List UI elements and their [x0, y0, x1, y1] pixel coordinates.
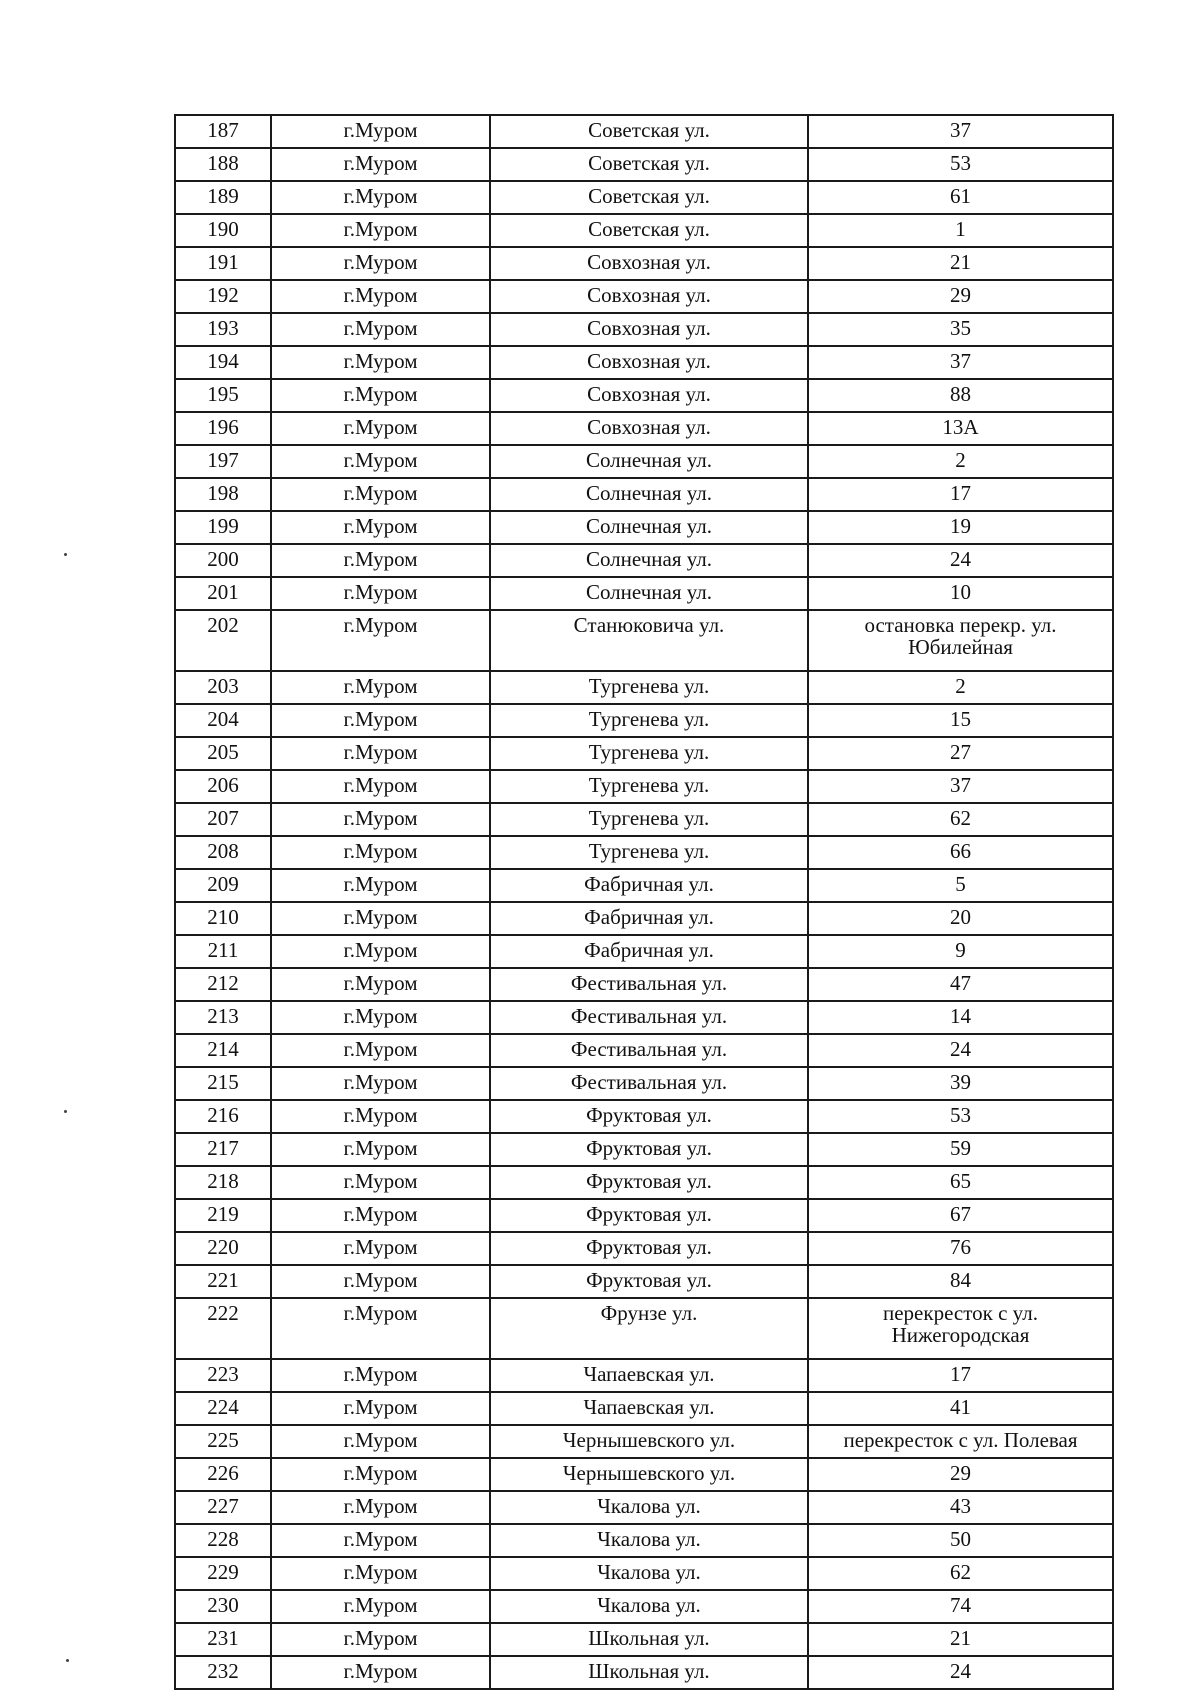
city-cell: г.Муром — [271, 412, 490, 445]
city-cell: г.Муром — [271, 1001, 490, 1034]
scan-speck — [64, 553, 67, 556]
table-row — [175, 1491, 1113, 1524]
street-cell: Совхозная ул. — [490, 379, 808, 412]
street-cell: Фруктовая ул. — [490, 1265, 808, 1298]
table-row — [175, 1557, 1113, 1590]
street-cell: Станюковича ул. — [490, 610, 808, 671]
city-cell: г.Муром — [271, 1199, 490, 1232]
city-cell: г.Муром — [271, 1100, 490, 1133]
city-cell: г.Муром — [271, 1067, 490, 1100]
table-row — [175, 1458, 1113, 1491]
table-row — [175, 935, 1113, 968]
street-cell: Тургенева ул. — [490, 770, 808, 803]
row-number-cell: 192 — [175, 280, 271, 313]
row-number-cell: 203 — [175, 671, 271, 704]
row-number-cell: 225 — [175, 1425, 271, 1458]
city-cell: г.Муром — [271, 247, 490, 280]
house-cell: 50 — [808, 1524, 1113, 1557]
street-cell: Чапаевская ул. — [490, 1392, 808, 1425]
house-cell: 2 — [808, 445, 1113, 478]
table-row — [175, 379, 1113, 412]
table-row — [175, 1298, 1113, 1359]
house-cell: 47 — [808, 968, 1113, 1001]
street-cell: Тургенева ул. — [490, 704, 808, 737]
table-row — [175, 1265, 1113, 1298]
table-row — [175, 511, 1113, 544]
city-cell: г.Муром — [271, 1265, 490, 1298]
street-cell: Фестивальная ул. — [490, 1067, 808, 1100]
row-number-cell: 210 — [175, 902, 271, 935]
street-cell: Чернышевского ул. — [490, 1458, 808, 1491]
house-cell: 24 — [808, 1034, 1113, 1067]
city-cell: г.Муром — [271, 1557, 490, 1590]
street-cell: Совхозная ул. — [490, 280, 808, 313]
street-cell: Школьная ул. — [490, 1623, 808, 1656]
table-row — [175, 1656, 1113, 1689]
house-cell: 5 — [808, 869, 1113, 902]
row-number-cell: 188 — [175, 148, 271, 181]
street-cell: Тургенева ул. — [490, 671, 808, 704]
house-cell: остановка перекр. ул. Юбилейная — [808, 610, 1113, 671]
city-cell: г.Муром — [271, 1590, 490, 1623]
row-number-cell: 212 — [175, 968, 271, 1001]
city-cell: г.Муром — [271, 836, 490, 869]
city-cell: г.Муром — [271, 1133, 490, 1166]
row-number-cell: 193 — [175, 313, 271, 346]
row-number-cell: 187 — [175, 115, 271, 148]
row-number-cell: 202 — [175, 610, 271, 671]
street-cell: Солнечная ул. — [490, 544, 808, 577]
row-number-cell: 211 — [175, 935, 271, 968]
house-cell: 17 — [808, 1359, 1113, 1392]
city-cell: г.Муром — [271, 478, 490, 511]
table-row — [175, 1199, 1113, 1232]
table-row — [175, 412, 1113, 445]
city-cell: г.Муром — [271, 313, 490, 346]
house-cell: 29 — [808, 280, 1113, 313]
city-cell: г.Муром — [271, 1524, 490, 1557]
house-cell: 29 — [808, 1458, 1113, 1491]
street-cell: Солнечная ул. — [490, 511, 808, 544]
house-cell: 39 — [808, 1067, 1113, 1100]
city-cell: г.Муром — [271, 1425, 490, 1458]
row-number-cell: 217 — [175, 1133, 271, 1166]
table-row — [175, 346, 1113, 379]
house-cell: 24 — [808, 544, 1113, 577]
row-number-cell: 232 — [175, 1656, 271, 1689]
house-cell: 74 — [808, 1590, 1113, 1623]
house-cell: 67 — [808, 1199, 1113, 1232]
row-number-cell: 208 — [175, 836, 271, 869]
row-number-cell: 221 — [175, 1265, 271, 1298]
row-number-cell: 229 — [175, 1557, 271, 1590]
street-cell: Совхозная ул. — [490, 346, 808, 379]
city-cell: г.Муром — [271, 1392, 490, 1425]
city-cell: г.Муром — [271, 803, 490, 836]
street-cell: Фестивальная ул. — [490, 1034, 808, 1067]
house-cell: 84 — [808, 1265, 1113, 1298]
house-cell: 35 — [808, 313, 1113, 346]
street-cell: Солнечная ул. — [490, 478, 808, 511]
house-cell: 65 — [808, 1166, 1113, 1199]
table-row — [175, 671, 1113, 704]
row-number-cell: 190 — [175, 214, 271, 247]
street-cell: Фестивальная ул. — [490, 968, 808, 1001]
house-cell: 24 — [808, 1656, 1113, 1689]
city-cell: г.Муром — [271, 577, 490, 610]
street-cell: Фабричная ул. — [490, 902, 808, 935]
street-cell: Тургенева ул. — [490, 836, 808, 869]
row-number-cell: 204 — [175, 704, 271, 737]
city-cell: г.Муром — [271, 1623, 490, 1656]
table-row — [175, 803, 1113, 836]
scan-speck — [66, 1659, 69, 1662]
house-cell: 62 — [808, 1557, 1113, 1590]
row-number-cell: 220 — [175, 1232, 271, 1265]
house-cell: 61 — [808, 181, 1113, 214]
table-row — [175, 968, 1113, 1001]
table-row — [175, 115, 1113, 148]
city-cell: г.Муром — [271, 115, 490, 148]
house-cell: 15 — [808, 704, 1113, 737]
street-cell: Фруктовая ул. — [490, 1166, 808, 1199]
house-cell: 76 — [808, 1232, 1113, 1265]
city-cell: г.Муром — [271, 511, 490, 544]
city-cell: г.Муром — [271, 770, 490, 803]
city-cell: г.Муром — [271, 214, 490, 247]
row-number-cell: 198 — [175, 478, 271, 511]
table-row — [175, 1232, 1113, 1265]
city-cell: г.Муром — [271, 346, 490, 379]
table-row — [175, 1524, 1113, 1557]
row-number-cell: 223 — [175, 1359, 271, 1392]
table-row — [175, 313, 1113, 346]
city-cell: г.Муром — [271, 610, 490, 671]
house-cell: 59 — [808, 1133, 1113, 1166]
table-row — [175, 148, 1113, 181]
street-cell: Совхозная ул. — [490, 313, 808, 346]
row-number-cell: 228 — [175, 1524, 271, 1557]
city-cell: г.Муром — [271, 935, 490, 968]
street-cell: Фруктовая ул. — [490, 1232, 808, 1265]
table-row — [175, 1392, 1113, 1425]
house-cell: 14 — [808, 1001, 1113, 1034]
table-row — [175, 280, 1113, 313]
street-cell: Чапаевская ул. — [490, 1359, 808, 1392]
table-row — [175, 869, 1113, 902]
table-row — [175, 544, 1113, 577]
city-cell: г.Муром — [271, 1232, 490, 1265]
house-cell: перекресток с ул. Нижегородская — [808, 1298, 1113, 1359]
city-cell: г.Муром — [271, 1656, 490, 1689]
city-cell: г.Муром — [271, 1491, 490, 1524]
street-cell: Фрунзе ул. — [490, 1298, 808, 1359]
row-number-cell: 206 — [175, 770, 271, 803]
row-number-cell: 201 — [175, 577, 271, 610]
city-cell: г.Муром — [271, 544, 490, 577]
table-row — [175, 1590, 1113, 1623]
street-cell: Совхозная ул. — [490, 412, 808, 445]
table-row — [175, 445, 1113, 478]
street-cell: Солнечная ул. — [490, 445, 808, 478]
row-number-cell: 215 — [175, 1067, 271, 1100]
house-cell: 21 — [808, 1623, 1113, 1656]
city-cell: г.Муром — [271, 1166, 490, 1199]
street-cell: Тургенева ул. — [490, 737, 808, 770]
street-cell: Фруктовая ул. — [490, 1199, 808, 1232]
row-number-cell: 222 — [175, 1298, 271, 1359]
table-row — [175, 1034, 1113, 1067]
city-cell: г.Муром — [271, 280, 490, 313]
row-number-cell: 191 — [175, 247, 271, 280]
street-cell: Советская ул. — [490, 115, 808, 148]
city-cell: г.Муром — [271, 181, 490, 214]
row-number-cell: 196 — [175, 412, 271, 445]
house-cell: 20 — [808, 902, 1113, 935]
table-row — [175, 1623, 1113, 1656]
city-cell: г.Муром — [271, 737, 490, 770]
street-cell: Совхозная ул. — [490, 247, 808, 280]
row-number-cell: 207 — [175, 803, 271, 836]
city-cell: г.Муром — [271, 671, 490, 704]
table-row — [175, 478, 1113, 511]
street-cell: Фабричная ул. — [490, 869, 808, 902]
city-cell: г.Муром — [271, 379, 490, 412]
city-cell: г.Муром — [271, 869, 490, 902]
row-number-cell: 195 — [175, 379, 271, 412]
row-number-cell: 230 — [175, 1590, 271, 1623]
row-number-cell: 199 — [175, 511, 271, 544]
city-cell: г.Муром — [271, 1458, 490, 1491]
street-cell: Тургенева ул. — [490, 803, 808, 836]
address-table — [174, 114, 1114, 1690]
house-cell: 27 — [808, 737, 1113, 770]
table-row — [175, 181, 1113, 214]
house-cell: 37 — [808, 770, 1113, 803]
table-row — [175, 737, 1113, 770]
row-number-cell: 200 — [175, 544, 271, 577]
street-cell: Чкалова ул. — [490, 1590, 808, 1623]
city-cell: г.Муром — [271, 445, 490, 478]
row-number-cell: 227 — [175, 1491, 271, 1524]
row-number-cell: 194 — [175, 346, 271, 379]
street-cell: Советская ул. — [490, 181, 808, 214]
house-cell: перекресток с ул. Полевая — [808, 1425, 1113, 1458]
street-cell: Школьная ул. — [490, 1656, 808, 1689]
row-number-cell: 219 — [175, 1199, 271, 1232]
house-cell: 88 — [808, 379, 1113, 412]
house-cell: 37 — [808, 346, 1113, 379]
house-cell: 41 — [808, 1392, 1113, 1425]
table-row — [175, 1359, 1113, 1392]
table-row — [175, 577, 1113, 610]
table-row — [175, 704, 1113, 737]
row-number-cell: 189 — [175, 181, 271, 214]
street-cell: Чкалова ул. — [490, 1491, 808, 1524]
house-cell: 66 — [808, 836, 1113, 869]
address-table-body — [175, 115, 1113, 1689]
house-cell: 37 — [808, 115, 1113, 148]
city-cell: г.Муром — [271, 1298, 490, 1359]
street-cell: Советская ул. — [490, 148, 808, 181]
row-number-cell: 226 — [175, 1458, 271, 1491]
row-number-cell: 216 — [175, 1100, 271, 1133]
house-cell: 17 — [808, 478, 1113, 511]
house-cell: 9 — [808, 935, 1113, 968]
table-row — [175, 902, 1113, 935]
table-row — [175, 770, 1113, 803]
city-cell: г.Муром — [271, 148, 490, 181]
house-cell: 53 — [808, 1100, 1113, 1133]
table-row — [175, 1100, 1113, 1133]
house-cell: 1 — [808, 214, 1113, 247]
table-row — [175, 836, 1113, 869]
row-number-cell: 197 — [175, 445, 271, 478]
table-row — [175, 1425, 1113, 1458]
house-cell: 21 — [808, 247, 1113, 280]
house-cell: 2 — [808, 671, 1113, 704]
street-cell: Чкалова ул. — [490, 1557, 808, 1590]
city-cell: г.Муром — [271, 1034, 490, 1067]
row-number-cell: 231 — [175, 1623, 271, 1656]
scan-speck — [64, 1110, 67, 1113]
house-cell: 43 — [808, 1491, 1113, 1524]
row-number-cell: 218 — [175, 1166, 271, 1199]
street-cell: Фабричная ул. — [490, 935, 808, 968]
street-cell: Фруктовая ул. — [490, 1133, 808, 1166]
row-number-cell: 224 — [175, 1392, 271, 1425]
city-cell: г.Муром — [271, 1359, 490, 1392]
table-row — [175, 610, 1113, 671]
house-cell: 10 — [808, 577, 1113, 610]
house-cell: 13А — [808, 412, 1113, 445]
street-cell: Фестивальная ул. — [490, 1001, 808, 1034]
street-cell: Чернышевского ул. — [490, 1425, 808, 1458]
row-number-cell: 205 — [175, 737, 271, 770]
table-row — [175, 214, 1113, 247]
table-row — [175, 1067, 1113, 1100]
house-cell: 62 — [808, 803, 1113, 836]
city-cell: г.Муром — [271, 902, 490, 935]
table-row — [175, 1133, 1113, 1166]
row-number-cell: 214 — [175, 1034, 271, 1067]
city-cell: г.Муром — [271, 704, 490, 737]
street-cell: Солнечная ул. — [490, 577, 808, 610]
house-cell: 53 — [808, 148, 1113, 181]
row-number-cell: 213 — [175, 1001, 271, 1034]
street-cell: Фруктовая ул. — [490, 1100, 808, 1133]
city-cell: г.Муром — [271, 968, 490, 1001]
table-row — [175, 1166, 1113, 1199]
street-cell: Чкалова ул. — [490, 1524, 808, 1557]
row-number-cell: 209 — [175, 869, 271, 902]
table-row — [175, 247, 1113, 280]
table-row — [175, 1001, 1113, 1034]
house-cell: 19 — [808, 511, 1113, 544]
street-cell: Советская ул. — [490, 214, 808, 247]
